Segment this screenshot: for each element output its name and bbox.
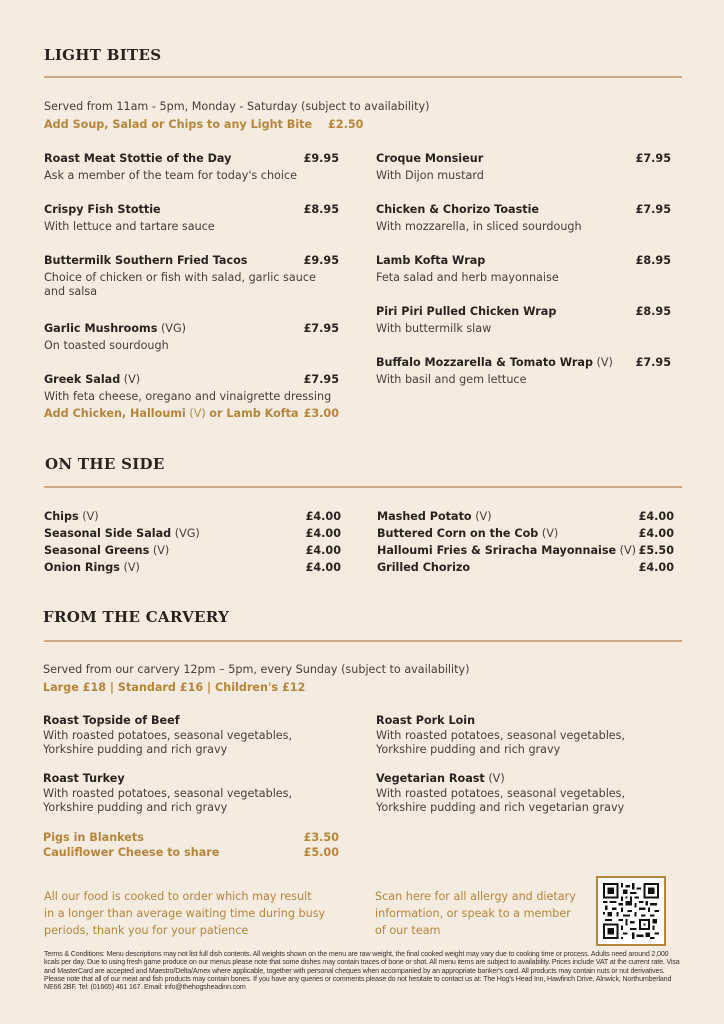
item-name: Chicken & Chorizo Toastie (376, 203, 539, 216)
side-price: £4.00 (638, 527, 674, 540)
carvery-item (376, 772, 656, 816)
note-line: information, or speak to a member (375, 907, 571, 920)
side-item (44, 508, 341, 525)
addon-label: Add Soup, Salad or Chips to any Light Bite (44, 118, 313, 131)
item-name: Roast Meat Stottie of the Day (44, 152, 232, 165)
item-price: £9.95 (303, 152, 339, 165)
item-desc: With lettuce and tartare sauce (44, 220, 215, 233)
diet-tag: (V) (475, 510, 492, 523)
on-the-side-title: ON THE SIDE (45, 455, 165, 473)
menu-item (44, 373, 339, 421)
side-item (377, 559, 674, 576)
extra-name: Cauliflower Cheese to share (43, 846, 220, 859)
diet-tag: (V) (488, 772, 505, 785)
note-line: All our food is cooked to order which may result (44, 890, 312, 903)
side-price: £4.00 (305, 510, 341, 523)
item-desc: Ask a member of the team for today's choice (44, 169, 298, 182)
item-price: £8.95 (635, 254, 671, 267)
carvery-desc: With roasted potatoes, seasonal vegetables, (43, 786, 293, 800)
carvery-desc: Yorkshire pudding and rich gravy (43, 801, 228, 814)
carvery-title: FROM THE CARVERY (43, 608, 230, 626)
allergy-note (375, 888, 576, 939)
side-item (377, 542, 674, 559)
menu-item (44, 203, 339, 234)
item-price: £8.95 (303, 203, 339, 216)
sides-right-list (377, 508, 674, 576)
item-desc: With mozzarella, in sliced sourdough (376, 220, 582, 233)
light-bites-addon (44, 118, 363, 131)
carvery-extra (43, 845, 339, 860)
menu-item (44, 254, 339, 299)
item-desc: Feta salad and herb mayonnaise (376, 271, 559, 284)
menu-item (376, 254, 671, 285)
item-price: £8.95 (635, 305, 671, 318)
side-name: Halloumi Fries & Sriracha Mayonnaise (377, 544, 617, 557)
item-desc: With Dijon mustard (376, 169, 484, 182)
side-price: £4.00 (305, 561, 341, 574)
side-name: Onion Rings (44, 561, 120, 574)
side-price: £4.00 (305, 544, 341, 557)
note-line: Scan here for all allergy and dietary (375, 890, 576, 903)
extra-price: £5.00 (303, 846, 339, 859)
item-desc: With basil and gem lettuce (376, 373, 527, 386)
extra-price: £3.50 (303, 831, 339, 844)
diet-tag: (V) (541, 527, 559, 540)
extra-name: Pigs in Blankets (43, 831, 144, 844)
addon-price: £3.00 (303, 407, 339, 420)
light-bites-served: Served from 11am - 5pm, Monday - Saturday (subject to availability) (44, 100, 430, 113)
menu-item (44, 152, 339, 183)
side-name: Chips (44, 510, 79, 523)
side-name: Buttered Corn on the Cob (377, 527, 539, 540)
item-name: Crispy Fish Stottie (44, 203, 161, 216)
cooking-note (44, 888, 325, 939)
carvery-extras (43, 830, 339, 860)
side-item (44, 542, 341, 559)
note-line: periods, thank you for your patience (44, 924, 249, 937)
carvery-sizes: Large £18 | Standard £16 | Children's £12 (43, 681, 306, 694)
carvery-desc: Yorkshire pudding and rich gravy (43, 743, 228, 756)
side-price: £4.00 (638, 510, 674, 523)
note-line: of our team (375, 924, 441, 937)
carvery-item (376, 714, 656, 758)
item-name: Lamb Kofta Wrap (376, 254, 486, 267)
item-price: £7.95 (303, 322, 339, 335)
item-desc: With feta cheese, oregano and vinaigrette dressing (44, 390, 332, 403)
addon-price: £2.50 (328, 118, 364, 131)
light-bites-divider (44, 76, 682, 78)
side-item (377, 508, 674, 525)
note-line: in a longer than average waiting time during busy (44, 907, 326, 920)
diet-tag: (VG) (160, 322, 186, 335)
on-the-side-divider (44, 486, 682, 488)
carvery-name: Roast Turkey (43, 772, 125, 785)
carvery-desc: Yorkshire pudding and rich gravy (376, 743, 561, 756)
carvery-name: Vegetarian Roast (376, 772, 485, 785)
item-desc: On toasted sourdough (44, 339, 169, 352)
item-price: £9.95 (303, 254, 339, 267)
side-item (377, 525, 674, 542)
menu-item (376, 356, 671, 387)
item-name: Buttermilk Southern Fried Tacos (44, 254, 248, 267)
item-price: £7.95 (635, 152, 671, 165)
item-name: Croque Monsieur (376, 152, 484, 165)
menu-item (376, 305, 671, 336)
carvery-desc: With roasted potatoes, seasonal vegetables, (43, 728, 293, 742)
side-name: Mashed Potato (377, 510, 472, 523)
side-name: Grilled Chorizo (377, 561, 471, 574)
item-name: Piri Piri Pulled Chicken Wrap (376, 305, 557, 318)
carvery-desc: Yorkshire pudding and rich vegetarian gravy (376, 801, 625, 814)
side-item (44, 559, 341, 576)
item-price: £7.95 (635, 203, 671, 216)
diet-tag: (V) (123, 561, 140, 574)
diet-tag: (V) (152, 544, 170, 557)
carvery-item (43, 714, 323, 758)
menu-item (44, 322, 339, 353)
addon-tag: (V) (189, 407, 206, 420)
carvery-desc: With roasted potatoes, seasonal vegetables, (376, 786, 626, 800)
terms-and-conditions: Terms & Conditions: Menu descriptions may not list full dish contents. All weights shown on the menu are raw weight, the final cooked weight may vary due to cooking time or process. Adults need around 2,000 kcals per day. Due to using fresh game produce on our menus please note that some dishes may contain traces of bone or shot. All menu items are subject to availability. Prices include VAT at the current rate. Visa and MasterCard are accepted and Maestro/Delta/Amex where applicable, together with personal cheques when accompanied by an appropriate banker's card. All products may contain nuts or nut derivatives. Please note that all of our meat and fish products may contain bones. If you have any queries or comments please do not hesitate to contact us at: The Hog's Head Inn, Hawfinch Drive, Alnwick, Northumberland NE66 2BF. Tel: (01665) 461 167. Email: info@thehogsheadinn.com (44, 950, 680, 992)
light-bites-title: LIGHT BITES (44, 46, 162, 64)
item-desc: With buttermilk slaw (376, 322, 492, 335)
diet-tag: (V) (596, 356, 613, 369)
diet-tag: (V) (123, 373, 141, 386)
side-price: £5.50 (638, 544, 674, 557)
carvery-name: Roast Topside of Beef (43, 714, 180, 727)
item-name: Greek Salad (44, 373, 121, 386)
side-item (44, 525, 341, 542)
addon-post: or Lamb Kofta (209, 407, 299, 420)
carvery-item (43, 772, 323, 816)
greek-salad-addon (44, 407, 339, 421)
sides-left-list (44, 508, 341, 576)
item-name: Garlic Mushrooms (44, 322, 158, 335)
carvery-name: Roast Pork Loin (376, 714, 476, 727)
carvery-divider (44, 640, 682, 642)
diet-tag: (V) (82, 510, 99, 523)
allergy-qr-code-icon[interactable] (596, 876, 666, 946)
carvery-extra (43, 830, 339, 845)
menu-item (376, 152, 671, 183)
diet-tag: (V) (619, 544, 637, 557)
carvery-desc: With roasted potatoes, seasonal vegetables, (376, 728, 626, 742)
addon-pre: Add Chicken, Halloumi (44, 407, 186, 420)
diet-tag: (VG) (174, 527, 200, 540)
side-price: £4.00 (305, 527, 341, 540)
item-price: £7.95 (635, 356, 671, 369)
side-name: Seasonal Side Salad (44, 527, 172, 540)
side-price: £4.00 (638, 561, 674, 574)
menu-item (376, 203, 671, 234)
item-name: Buffalo Mozzarella & Tomato Wrap (376, 356, 593, 369)
carvery-served: Served from our carvery 12pm – 5pm, every Sunday (subject to availability) (43, 663, 470, 676)
side-name: Seasonal Greens (44, 544, 150, 557)
item-desc: Choice of chicken or fish with salad, garlic sauce and salsa (44, 271, 316, 298)
item-price: £7.95 (303, 373, 339, 386)
qr-pattern (603, 883, 659, 939)
